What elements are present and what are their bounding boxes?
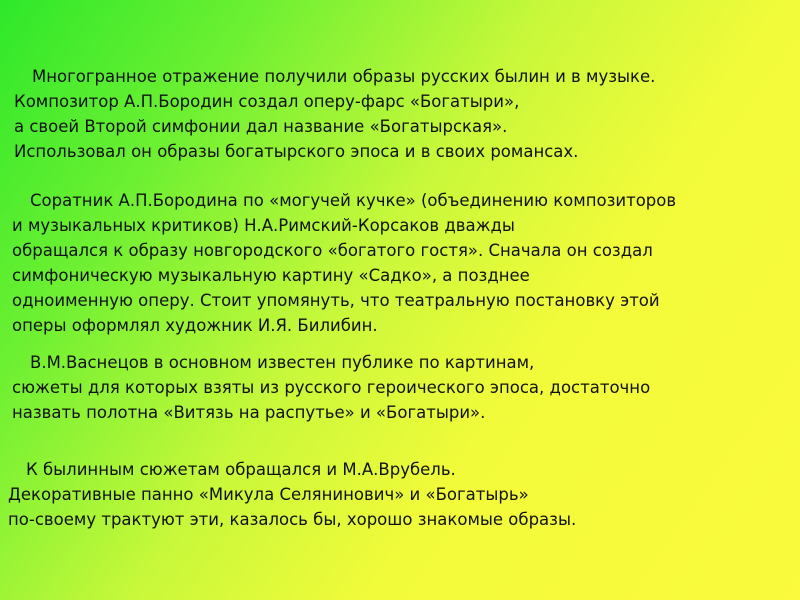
text-line: обращался к образу новгородского «богатого гостя». Сначала он создал [12, 241, 653, 260]
text-line: Декоративные панно «Микула Селянинович» и «Богатырь» [8, 485, 529, 504]
paragraph-rimsky-korsakov [12, 188, 676, 338]
text-line: оперы оформлял художник И.Я. Билибин. [12, 316, 378, 335]
paragraph-vrubel [8, 457, 576, 532]
paragraph-vasnetsov [12, 350, 650, 425]
text-line: симфоническую музыкальную картину «Садко», а позднее [12, 266, 530, 285]
text-line: а своей Второй симфонии дал название «Богатырская». [14, 117, 508, 136]
text-line: назвать полотна «Витязь на распутье» и «Богатыри». [12, 403, 486, 422]
text-line: В.М.Васнецов в основном известен публике по картинам, [30, 353, 535, 372]
text-line: Соратник А.П.Бородина по «могучей кучке» (объединению композиторов [30, 191, 677, 210]
text-line: Использовал он образы богатырского эпоса и в своих романсах. [14, 142, 579, 161]
text-line: и музыкальных критиков) Н.А.Римский-Корсаков дважды [12, 216, 515, 235]
text-line: одноименную оперу. Стоит упомянуть, что театральную постановку этой [12, 291, 660, 310]
paragraph-borodin [14, 64, 655, 164]
text-line: К былинным сюжетам обращался и М.А.Врубель. [26, 460, 456, 479]
text-line: Многогранное отражение получили образы русских былин и в музыке. [32, 67, 656, 86]
text-line: по-своему трактуют эти, казалось бы, хорошо знакомые образы. [8, 510, 577, 529]
text-line: сюжеты для которых взяты из русского героического эпоса, достаточно [12, 378, 651, 397]
text-line: Композитор А.П.Бородин создал оперу-фарс «Богатыри», [14, 92, 520, 111]
